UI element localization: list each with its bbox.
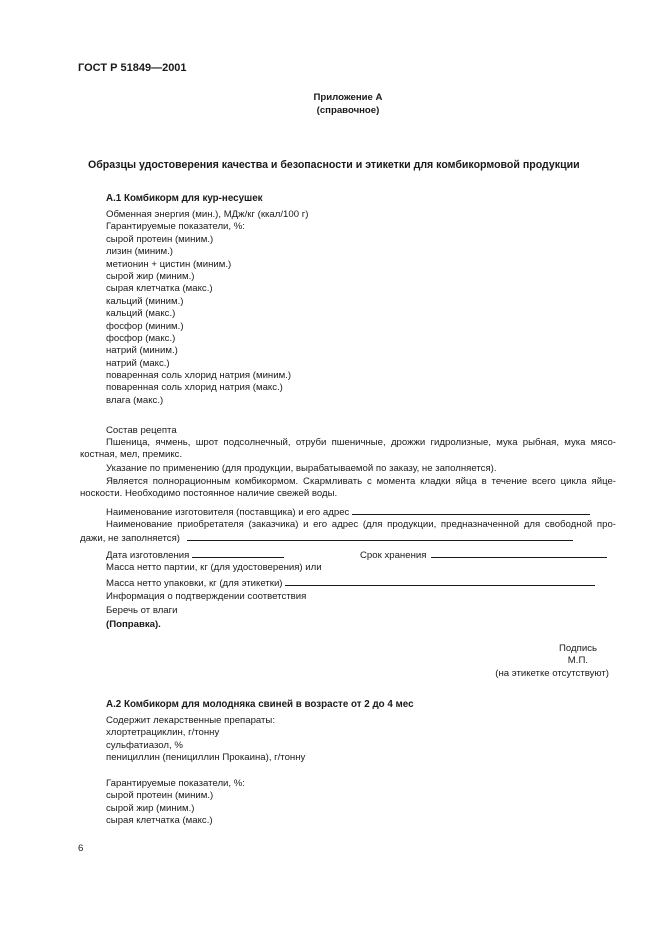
indicator-item: фосфор (миним.): [106, 320, 184, 332]
drug-item: Содержит лекарственные препараты:: [106, 715, 275, 726]
main-title: Образцы удостоверения качества и безопасности и этикетки для комбикормовой продукции: [88, 159, 580, 171]
drug-item: сульфатиазол, %: [106, 739, 183, 751]
indicator-item: поваренная соль хлорид натрия (макс.): [106, 382, 283, 394]
net-pack-field[interactable]: [285, 576, 595, 586]
indicator-item: Гарантируемые показатели, %:: [106, 221, 245, 233]
date-row: [106, 548, 284, 562]
signature-block: [495, 643, 609, 680]
drug-item: хлортетрациклин, г/тонну: [106, 727, 220, 739]
indicator-item: метионин + цистин (миним.): [106, 258, 232, 270]
label-note: (на этикетке отсутствуют): [495, 667, 609, 679]
recipe-line-1: Пшеница, ячмень, шрот подсолнечный, отруби пшеничные, дрожжи гидролизные, мука рыбная, мука мясо-: [106, 437, 616, 448]
buyer-paragraph: [80, 519, 616, 546]
indicator-item: сырая клетчатка (макс.): [106, 283, 213, 295]
recipe-label: Состав рецепта: [106, 425, 177, 436]
amendment-text: (Поправка).: [106, 619, 161, 630]
indicator-item: Гарантируемые показатели, %:: [106, 778, 245, 789]
indicator-item: натрий (миним.): [106, 345, 178, 357]
a1-heading: А.1 Комбикорм для кур-несушек: [106, 193, 263, 204]
a2-indicators-list: [106, 778, 245, 828]
manufacturer-field[interactable]: [352, 505, 590, 515]
conformity-text: Информация о подтверждении соответствия: [106, 591, 307, 602]
indicator-item: кальций (макс.): [106, 308, 176, 320]
a2-heading: А.2 Комбикорм для молодняка свиней в возрасте от 2 до 4 мес: [106, 699, 414, 710]
shelf-field[interactable]: [431, 548, 607, 558]
recipe-paragraph: [80, 437, 616, 462]
indicator-item: Обменная энергия (мин.), МДж/кг (ккал/100 г): [106, 209, 309, 220]
complete-feed-paragraph: [80, 476, 616, 501]
indicator-item: сырой протеин (миним.): [106, 233, 214, 245]
appendix-subtitle: (справочное): [316, 105, 380, 116]
buyer-line-2-row: [80, 531, 616, 545]
a2-drugs-list: [106, 715, 305, 765]
indicator-item: сырой жир (миним.): [106, 270, 195, 282]
net-pack-label: Масса нетто упаковки, кг (для этикетки): [106, 578, 283, 589]
usage-text: Указание по применению (для продукции, вырабатываемой по заказу, не заполняется).: [106, 463, 497, 474]
complete-line-2: носкости. Необходимо постоянное наличие свежей воды.: [80, 488, 338, 500]
date-field[interactable]: [192, 548, 284, 558]
indicator-item: кальций (миним.): [106, 295, 184, 307]
date-label: Дата изготовления: [106, 550, 190, 561]
a1-indicator-list: [106, 209, 308, 407]
net-batch-text: Масса нетто партии, кг (для удостоверения) или: [106, 562, 322, 573]
stamp-label: М.П.: [567, 655, 588, 667]
net-pack-row: [106, 576, 595, 590]
indicator-item: натрий (макс.): [106, 357, 170, 369]
buyer-field[interactable]: [187, 531, 573, 541]
indicator-item: лизин (миним.): [106, 246, 173, 258]
indicator-item: фосфор (макс.): [106, 332, 176, 344]
indicator-item: влага (макс.): [106, 394, 164, 406]
manufacturer-label: Наименование изготовителя (поставщика) и его адрес: [106, 507, 350, 518]
indicator-item: поваренная соль хлорид натрия (миним.): [106, 370, 292, 382]
buyer-line-1: Наименование приобретателя (заказчика) и его адрес (для продукции, предназначенной для свободной про-: [106, 519, 616, 530]
manufacturer-row: [106, 505, 590, 519]
standard-header: ГОСТ Р 51849—2001: [78, 62, 187, 74]
appendix-title: Приложение А: [313, 92, 383, 103]
shelf-row: [360, 548, 607, 562]
shelf-label: Срок хранения: [360, 550, 427, 561]
complete-line-1: Является полнорационным комбикормом. Скармливать с момента кладки яйца в течение всего цикла яйце-: [106, 476, 616, 487]
indicator-item: сырой протеин (миним.): [106, 790, 214, 802]
drug-item: пенициллин (пенициллин Прокаина), г/тонну: [106, 752, 306, 764]
keep-dry-text: Беречь от влаги: [106, 605, 178, 616]
recipe-line-2: костная, мел, премикс.: [80, 449, 183, 461]
signature-label: Подпись: [559, 643, 597, 654]
page-number: 6: [78, 843, 84, 854]
buyer-line-2: дажи, не заполняется): [80, 533, 180, 545]
indicator-item: сырой жир (миним.): [106, 802, 195, 814]
indicator-item: сырая клетчатка (макс.): [106, 815, 213, 827]
